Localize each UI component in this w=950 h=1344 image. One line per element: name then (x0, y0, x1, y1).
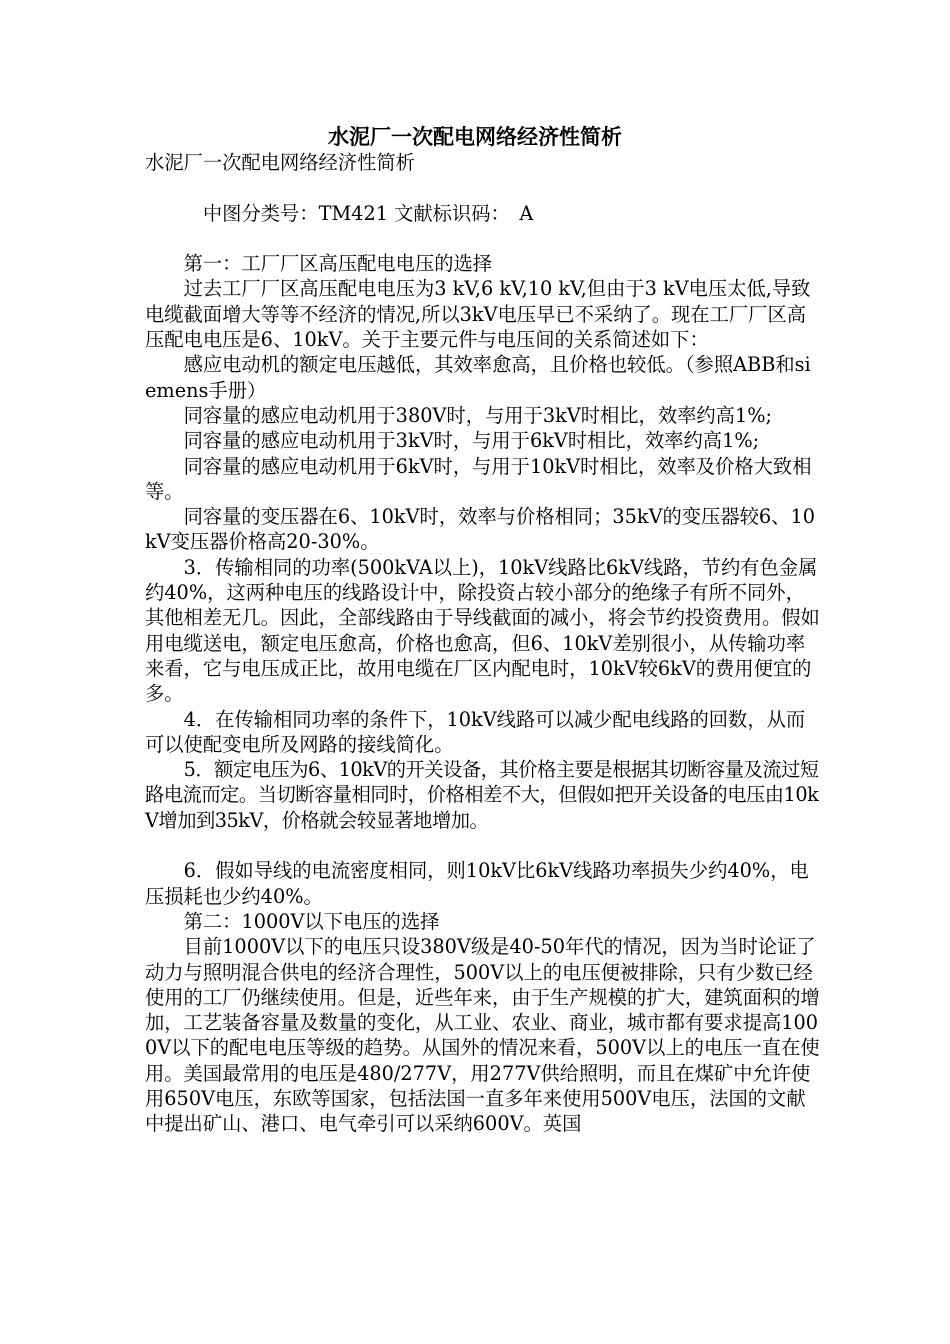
paragraph: 同容量的感应电动机用于3kV时，与用于6kV时相比，效率约高1%; (183, 429, 760, 453)
document-body (145, 150, 820, 1137)
paragraph: 同容量的感应电动机用于380V时，与用于3kV时相比，效率约高1%; (183, 403, 773, 427)
document-title: 水泥厂一次配电网络经济性简析 (328, 124, 622, 149)
paragraph: 同容量的感应电动机用于6kV时，与用于10kV时相比，效率及价格大致相等。 (145, 454, 812, 503)
paragraph: 同容量的变压器在6、10kV时，效率与价格相同；35kV的变压器较6、10kV变压器价格高20-30%。 (145, 505, 815, 554)
paragraph: 感应电动机的额定电压越低，其效率愈高，且价格也较低。（参照ABB和siemens手册） (145, 353, 811, 402)
blank-line (145, 226, 820, 251)
paragraph: 4．在传输相同功率的条件下，10kV线路可以减少配电线路的回数，从而可以使配变电所及网路的接线简化。 (145, 707, 806, 756)
section-heading-2: 第二：1000V以下电压的选择 (183, 909, 440, 933)
blank-line (145, 833, 820, 858)
paragraph: 5．额定电压为6、10kV的开关设备，其价格主要是根据其切断容量及流过短路电流而定。当切断容量相同时，价格相差不大，但假如把开关设备的电压由10kV增加到35kV，价格就会较显著地增加。 (145, 758, 819, 832)
paragraph: 目前1000V以下的电压只设380V级是40-50年代的情况，因为当时论证了动力与照明混合供电的经济合理性，500V以上的电压便被排除，只有少数已经使用的工厂仍继续使用。但是，近些年来，由于生产规模的扩大，建筑面积的增加，工艺装备容量及数量的变化，从工业、农业、商业，城市都有要求提高1000V以下的配电电压等级的趋势。从国外的情况来看，500V以上的电压一直在使用。美国最常用的电压是480/277V，用277V供给照明，而且在煤矿中允许使用650V电压，东欧等国家，包括法国一直多年来使用500V电压，法国的文献中提出矿山、港口、电气牵引可以采纳600V。英国 (145, 935, 820, 1136)
paragraph: 过去工厂厂区高压配电电压为3 kV,6 kV,10 kV,但由于3 kV电压太低,导致电缆截面增大等等不经济的情况,所以3kV电压早已不采纳了。现在工厂厂区高压配电电压是6、10kV。关于主要元件与电压间的关系简述如下： (145, 277, 811, 352)
paragraph: 3．传输相同的功率(500kVA以上)，10kV线路比6kV线路，节约有色金属约40%，这两种电压的线路设计中，除投资占较小部分的绝缘子有所不同外，其他相差无几。因此，全部线路由于导线截面的减小，将会节约投资费用。假如用电缆送电，额定电压愈高，价格也愈高，但6、10kV差别很小，从传输功率来看，它与电压成正比，故用电缆在厂区内配电时，10kV较6kV的费用便宜的多。 (145, 555, 820, 706)
paragraph: 6．假如导线的电流密度相同，则10kV比6kV线路功率损失少约40%，电压损耗也少约40%。 (145, 859, 809, 908)
document-subtitle: 水泥厂一次配电网络经济性简析 (145, 151, 415, 174)
section-heading-1: 第一：工厂厂区高压配电电压的选择 (183, 252, 493, 276)
blank-line (145, 175, 820, 200)
classification-line: 中图分类号：TM421 文献标识码： A (202, 201, 534, 225)
